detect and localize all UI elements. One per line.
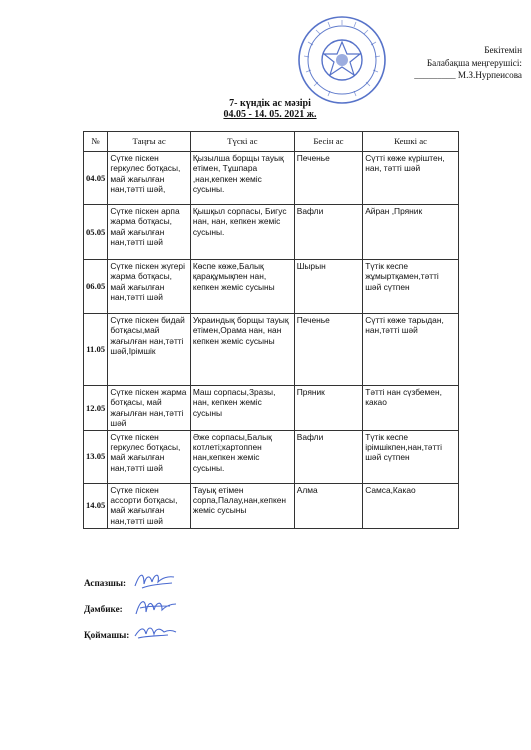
signature-label-storekeeper: Қоймашы: (84, 630, 130, 640)
table-row (84, 260, 459, 314)
row-snack: Шырын (294, 260, 362, 314)
row-breakfast: Сүтке піскен геркулес ботқасы, май жағылған нан,тәтті шәй (108, 430, 191, 483)
table-row (84, 386, 459, 431)
signature-scribble-icon (132, 594, 178, 620)
header-lunch: Түскі ас (190, 132, 294, 152)
row-dinner: Түтік кеспе ірімшікпен,нан,тәтті шәй сүтпен (363, 430, 459, 483)
row-date: 04.05 (84, 152, 108, 205)
header-dinner: Кешкі ас (363, 132, 459, 152)
row-lunch: Қышқыл сорпасы, Бигус нан, нан, кепкен жеміс сусыны. (190, 205, 294, 260)
signature-label-cook: Аспазшы: (84, 578, 127, 588)
table-row (84, 314, 459, 386)
table-row (84, 205, 459, 260)
row-dinner: Айран ,Пряник (363, 205, 459, 260)
row-breakfast: Сүтке піскен ассорти ботқасы, май жағылған нан,тәтті шәй (108, 483, 191, 528)
menu-title: 7- күндік ас мәзірі (229, 98, 311, 109)
row-date: 12.05 (84, 386, 108, 431)
header-breakfast: Таңғы ас (108, 132, 191, 152)
header-snack: Бесін ас (294, 132, 362, 152)
signature-scribble-icon (132, 568, 178, 594)
menu-period: 04.05 - 14. 05. 2021 ж. (223, 109, 317, 120)
row-dinner: Тәтті нан сүзбемен, какао (363, 386, 459, 431)
row-date: 11.05 (84, 314, 108, 386)
table-header-row (84, 132, 459, 152)
row-lunch: Қызылша борщы тауық етімен, Тұшпара ,нан,кепкен жеміс сусыны. (190, 152, 294, 205)
row-lunch: Әже сорпасы,Балық котлеті;картоппен нан,кепкен жеміс сусыны. (190, 430, 294, 483)
row-dinner: Түтік кеспе жұмыртқамен,тәтті шәй сүтпен (363, 260, 459, 314)
table-row (84, 152, 459, 205)
row-snack: Вафли (294, 205, 362, 260)
row-breakfast: Сүтке піскен геркулес ботқасы, май жағылған нан,тәтті шәй, (108, 152, 191, 205)
row-snack: Вафли (294, 430, 362, 483)
row-date: 14.05 (84, 483, 108, 528)
row-dinner: Самса,Какао (363, 483, 459, 528)
row-snack: Печенье (294, 314, 362, 386)
row-date: 13.05 (84, 430, 108, 483)
signature-label-nurse: Дәмбике: (84, 604, 123, 614)
row-lunch: Маш сорпасы,Зразы, нан, кепкен жеміс сусыны (190, 386, 294, 431)
row-snack: Печенье (294, 152, 362, 205)
row-breakfast: Сүтке піскен жүгері жарма ботқасы, май жағылған нан,тәтті шәй (108, 260, 191, 314)
row-breakfast: Сүтке піскен бидай ботқасы,май жағылған нан,тәтті шәй,Ірімшік (108, 314, 191, 386)
menu-table (83, 131, 459, 529)
row-date: 06.05 (84, 260, 108, 314)
approval-role: Балабақша меңгерушісі: (426, 57, 522, 68)
row-snack: Пряник (294, 386, 362, 431)
row-dinner: Сүтті көже тарыдан, нан,тәтті шәй (363, 314, 459, 386)
row-lunch: Украиндық борщы тауық етімен,Орама нан, нан кепкен жеміс сусыны (190, 314, 294, 386)
official-stamp (296, 14, 388, 106)
row-breakfast: Сүтке піскен арпа жарма ботқасы, май жағылған нан,тәтті шәй (108, 205, 191, 260)
header-number: № (84, 132, 108, 152)
table-row (84, 430, 459, 483)
row-snack: Алма (294, 483, 362, 528)
row-lunch: Көспе көже,Балық қарақұмықпен нан, кепкен жеміс сусыны (190, 260, 294, 314)
row-lunch: Тауық етімен сорпа,Палау,нан,кепкен жеміс сусыны (190, 483, 294, 528)
approval-block (392, 44, 522, 82)
row-date: 05.05 (84, 205, 108, 260)
table-row (84, 483, 459, 528)
approval-name-text: М.З.Нурпеисова (457, 70, 522, 80)
row-dinner: Сүтті көже күріштен, нан, тәтті шәй (363, 152, 459, 205)
approval-title: Бекітемін (484, 45, 522, 55)
signature-scribble-icon (132, 620, 178, 646)
row-breakfast: Сүтке піскен жарма ботқасы, май жағылған нан,тәтті шәй (108, 386, 191, 431)
approval-name: _________ М.З.Нурпеисова (414, 70, 522, 80)
